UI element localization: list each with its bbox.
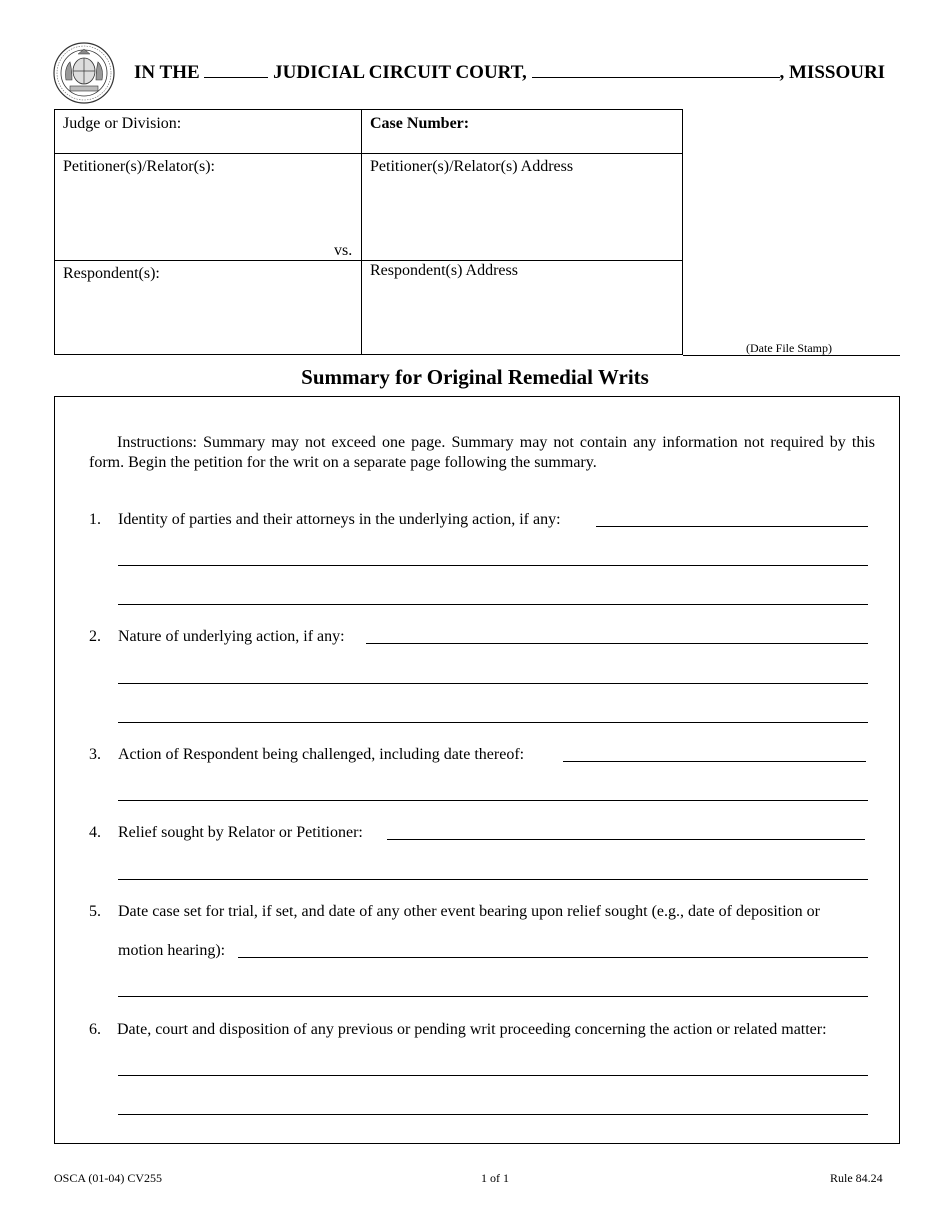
court-title-suffix: , MISSOURI [779,62,886,83]
answer-line[interactable] [387,839,865,840]
item-number: 6. [89,1021,101,1038]
instructions-text: Instructions: Summary may not exceed one page. Summary may not contain any information not required by this form. Begin the petition for the writ on a separate page following the summary. [89,434,875,471]
answer-line[interactable] [118,565,868,566]
answer-line[interactable] [118,879,868,880]
answer-line[interactable] [118,800,868,801]
answer-line[interactable] [366,643,868,644]
page-title: Summary for Original Remedial Writs [301,365,649,389]
caption-table [54,109,683,355]
court-title [134,62,894,84]
item-label-continued: motion hearing): [118,942,226,959]
item-label: Relief sought by Relator or Petitioner: [118,824,363,841]
county-blank[interactable] [532,63,780,78]
item-number: 1. [89,511,101,528]
item-number: 5. [89,903,101,920]
answer-line[interactable] [118,683,868,684]
date-file-stamp-line [683,355,900,356]
item-label: Identity of parties and their attorneys in the underlying action, if any: [118,511,561,528]
judge-division-label: Judge or Division: [63,115,182,132]
date-file-stamp-label: (Date File Stamp) [746,341,832,355]
answer-line[interactable] [238,957,868,958]
answer-line[interactable] [118,1114,868,1115]
petitioner-address-label: Petitioner(s)/Relator(s) Address [370,158,574,175]
court-title-middle: JUDICIAL CIRCUIT COURT, [273,62,527,83]
missouri-state-seal-icon [52,40,116,106]
respondent-label: Respondent(s): [63,265,160,282]
answer-line[interactable] [596,526,868,527]
caption-divider [361,109,362,355]
item-label: Nature of underlying action, if any: [118,628,345,645]
item-label: Action of Respondent being challenged, including date thereof: [118,746,525,763]
caption-row-divider [54,153,683,154]
item-number: 3. [89,746,101,763]
item-number: 2. [89,628,101,645]
case-number-label: Case Number: [370,115,470,132]
item-label: Date, court and disposition of any previous or pending writ proceeding concerning the action or related matter: [117,1021,827,1038]
caption-row-divider [54,260,683,261]
item-number: 4. [89,824,101,841]
rule-reference: Rule 84.24 [830,1171,883,1185]
answer-line[interactable] [118,722,868,723]
vs-label: vs. [334,242,353,259]
form-id: OSCA (01-04) CV255 [54,1171,163,1185]
circuit-number-blank[interactable] [204,63,268,78]
petitioner-label: Petitioner(s)/Relator(s): [63,158,215,175]
answer-line[interactable] [563,761,866,762]
answer-line[interactable] [118,1075,868,1076]
item-label: Date case set for trial, if set, and date of any other event bearing upon relief sought (e.g., date of deposition or [118,903,820,920]
answer-line[interactable] [118,996,868,997]
answer-line[interactable] [118,604,868,605]
respondent-address-label: Respondent(s) Address [370,262,518,279]
page-number: 1 of 1 [481,1171,509,1185]
court-title-prefix: IN THE [134,62,200,83]
